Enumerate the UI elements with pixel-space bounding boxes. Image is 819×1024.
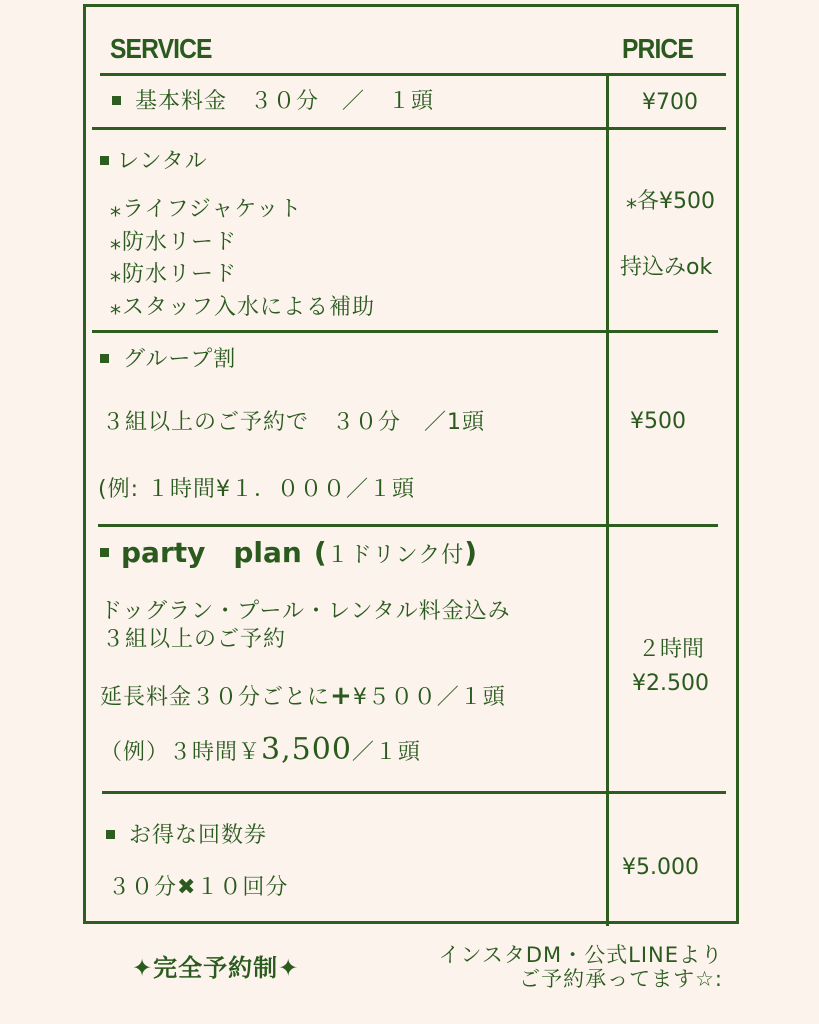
divider-header <box>100 73 726 76</box>
ticket-price: ¥5.000 <box>622 855 699 880</box>
party-extension-prefix: 延長料金３０分ごとに <box>100 685 331 710</box>
divider-rental <box>92 330 718 333</box>
party-title-main: party plan <box>121 536 302 569</box>
rental-price-note: 持込みok <box>620 255 713 280</box>
group-price: ¥500 <box>630 409 686 434</box>
group-title-text: グループ割 <box>123 347 237 372</box>
price-table-frame <box>83 4 739 924</box>
party-paren-open: ( <box>313 536 327 569</box>
party-example-prefix: （例）３時間￥ <box>100 740 262 765</box>
party-example <box>100 732 421 767</box>
reservation-contact-line1: インスタDM・公式LINEより <box>438 943 723 967</box>
ticket-title-text: お得な回数券 <box>129 823 268 848</box>
divider-party <box>102 791 726 794</box>
basic-fee-label <box>112 91 434 113</box>
reservation-only-label: ✦完全予約制✦ <box>132 954 300 982</box>
group-line1: ３組以上のご予約で ３０分 ／1頭 <box>102 410 485 435</box>
bullet-icon <box>100 548 109 557</box>
party-line1: ドッグラン・プール・レンタル料金込み <box>100 599 511 624</box>
ticket-detail: ３０分✖︎１０回分 <box>108 875 289 900</box>
rental-item: ⁎ライフジャケット <box>110 197 303 222</box>
bullet-icon <box>100 354 109 363</box>
basic-fee-price: ¥700 <box>642 90 698 115</box>
bullet-icon <box>100 156 109 165</box>
bullet-icon <box>112 96 121 105</box>
ticket-title <box>106 825 267 847</box>
rental-title-text: レンタル <box>117 149 208 174</box>
party-extension-suffix: ¥５００／１頭 <box>352 685 506 710</box>
rental-item: ⁎防水リード <box>110 262 238 287</box>
party-title <box>100 536 478 569</box>
rental-item: ⁎防水リード <box>110 230 238 255</box>
party-price: ¥2.500 <box>632 671 709 696</box>
plus-icon: + <box>330 681 353 711</box>
rental-title <box>100 151 208 173</box>
party-price-duration: ２時間 <box>638 637 705 662</box>
divider-group <box>98 524 718 527</box>
service-header: SERVICE <box>110 33 212 64</box>
party-extension <box>100 683 506 709</box>
group-title <box>100 349 236 371</box>
divider-basic <box>92 127 726 130</box>
group-line2: (例: １時間¥１．０００／１頭 <box>98 477 415 502</box>
party-paren-close: ) <box>464 536 478 569</box>
basic-fee-text: 基本料金 ３０分 ／ １頭 <box>135 89 435 114</box>
rental-price-each: ⁎各¥500 <box>626 189 715 214</box>
rental-item: ⁎スタッフ入水による補助 <box>110 295 376 320</box>
party-example-amount: 3,500 <box>261 732 352 767</box>
party-example-suffix: ／１頭 <box>351 740 421 765</box>
party-line2: ３組以上のご予約 <box>102 627 287 652</box>
reservation-contact-line2: ご予約承ってます☆: <box>519 967 723 992</box>
price-header: PRICE <box>622 33 693 64</box>
bullet-icon <box>106 830 115 839</box>
party-title-sub: １ドリンク付 <box>326 543 465 568</box>
column-divider <box>606 74 609 926</box>
reservation-contact-note <box>438 943 723 991</box>
